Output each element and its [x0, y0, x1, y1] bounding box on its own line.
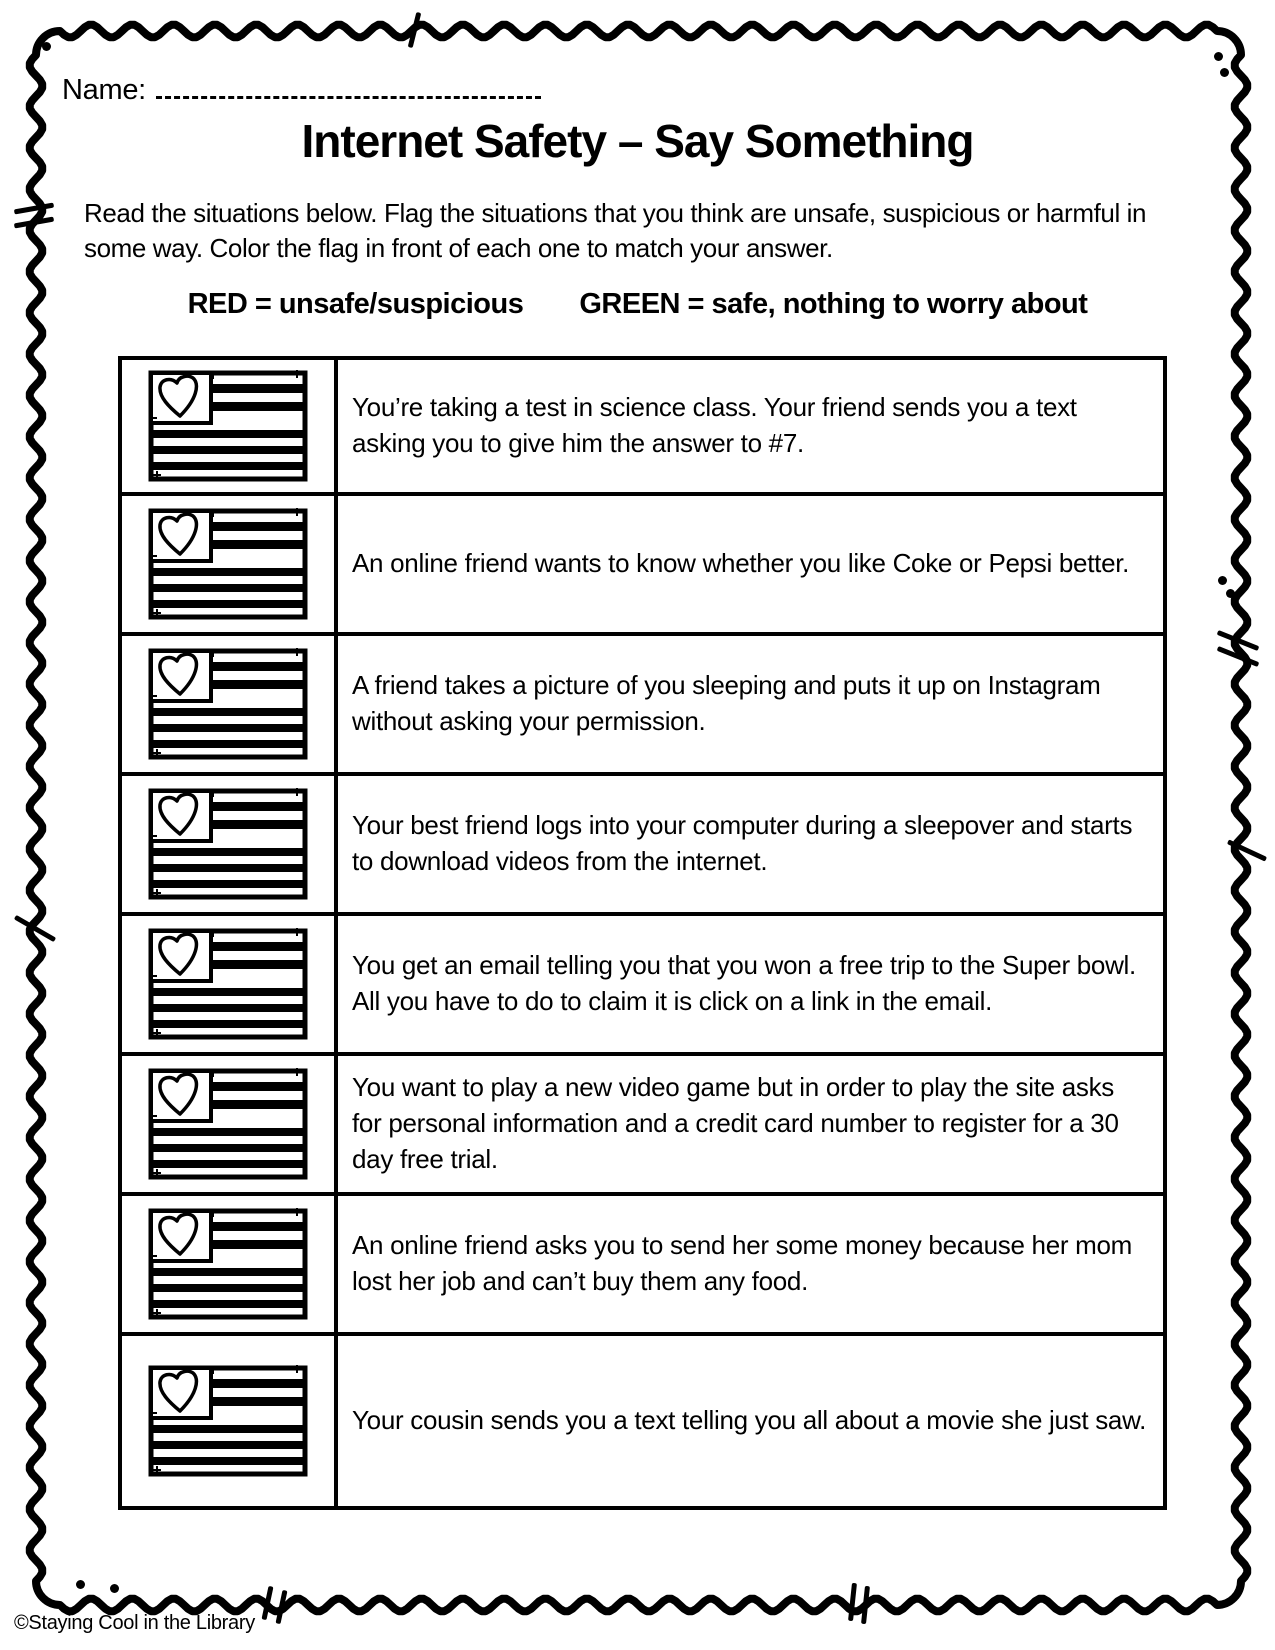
heart-flag-icon [147, 507, 309, 621]
legend-red: RED = unsafe/suspicious [187, 288, 524, 320]
situation-text: An online friend wants to know whether you like Coke or Pepsi better. [352, 548, 1130, 579]
situation-row [122, 1332, 1163, 1506]
doodle-dot [76, 1580, 85, 1589]
situation-row [122, 772, 1163, 912]
heart-flag-icon [147, 1207, 309, 1321]
situations-table [118, 356, 1167, 1510]
flag-colorable[interactable] [122, 1336, 338, 1506]
situation-row [122, 1192, 1163, 1332]
flag-colorable[interactable] [122, 496, 338, 632]
flag-colorable[interactable] [122, 1056, 338, 1192]
heart-flag-icon [147, 647, 309, 761]
flag-colorable[interactable] [122, 916, 338, 1052]
legend-green: GREEN = safe, nothing to worry about [579, 288, 1088, 320]
doodle-dot [42, 42, 51, 51]
heart-flag-icon [147, 369, 309, 483]
color-legend [0, 288, 1275, 321]
situation-text: You get an email telling you that you won a free trip to the Super bowl. All you have to do to claim it is click on a link in the email. [352, 950, 1136, 1016]
instructions-text: Read the situations below. Flag the situations that you think are unsafe, suspicious or harmful in some way. Color the flag in front of each one to match your answer. [84, 198, 1147, 264]
name-label: Name: [62, 74, 146, 106]
situation-row [122, 1052, 1163, 1192]
doodle-dot [1214, 52, 1223, 61]
heart-flag-icon [147, 787, 309, 901]
heart-flag-icon [147, 927, 309, 1041]
heart-flag-icon [147, 1067, 309, 1181]
heart-flag-icon [147, 1364, 309, 1478]
doodle-dot [1220, 68, 1229, 77]
situation-text: Your best friend logs into your computer during a sleepover and starts to download videos from the internet. [352, 810, 1133, 876]
flag-colorable[interactable] [122, 1196, 338, 1332]
name-row [62, 72, 541, 107]
situation-text: A friend takes a picture of you sleeping and puts it up on Instagram without asking your permission. [352, 670, 1101, 736]
flag-colorable[interactable] [122, 360, 338, 492]
situation-text: Your cousin sends you a text telling you all about a movie she just saw. [352, 1405, 1147, 1436]
doodle-dot [1226, 589, 1235, 598]
situation-row [122, 360, 1163, 492]
flag-colorable[interactable] [122, 776, 338, 912]
page-title: Internet Safety – Say Something [301, 115, 974, 167]
situation-row [122, 492, 1163, 632]
name-input-line[interactable] [156, 72, 541, 99]
situation-row [122, 632, 1163, 772]
flag-colorable[interactable] [122, 636, 338, 772]
situation-text: You want to play a new video game but in order to play the site asks for personal information and a credit card number to register for a 30 day free trial. [352, 1072, 1119, 1174]
credit-text: ©Staying Cool in the Library [14, 1612, 255, 1634]
doodle-dot [1218, 576, 1227, 585]
situation-text: You’re taking a test in science class. Your friend sends you a text asking you to give him the answer to #7. [352, 392, 1077, 458]
doodle-dot [110, 1584, 119, 1593]
situation-text: An online friend asks you to send her some money because her mom lost her job and can’t buy them any food. [352, 1230, 1133, 1296]
situation-row [122, 912, 1163, 1052]
